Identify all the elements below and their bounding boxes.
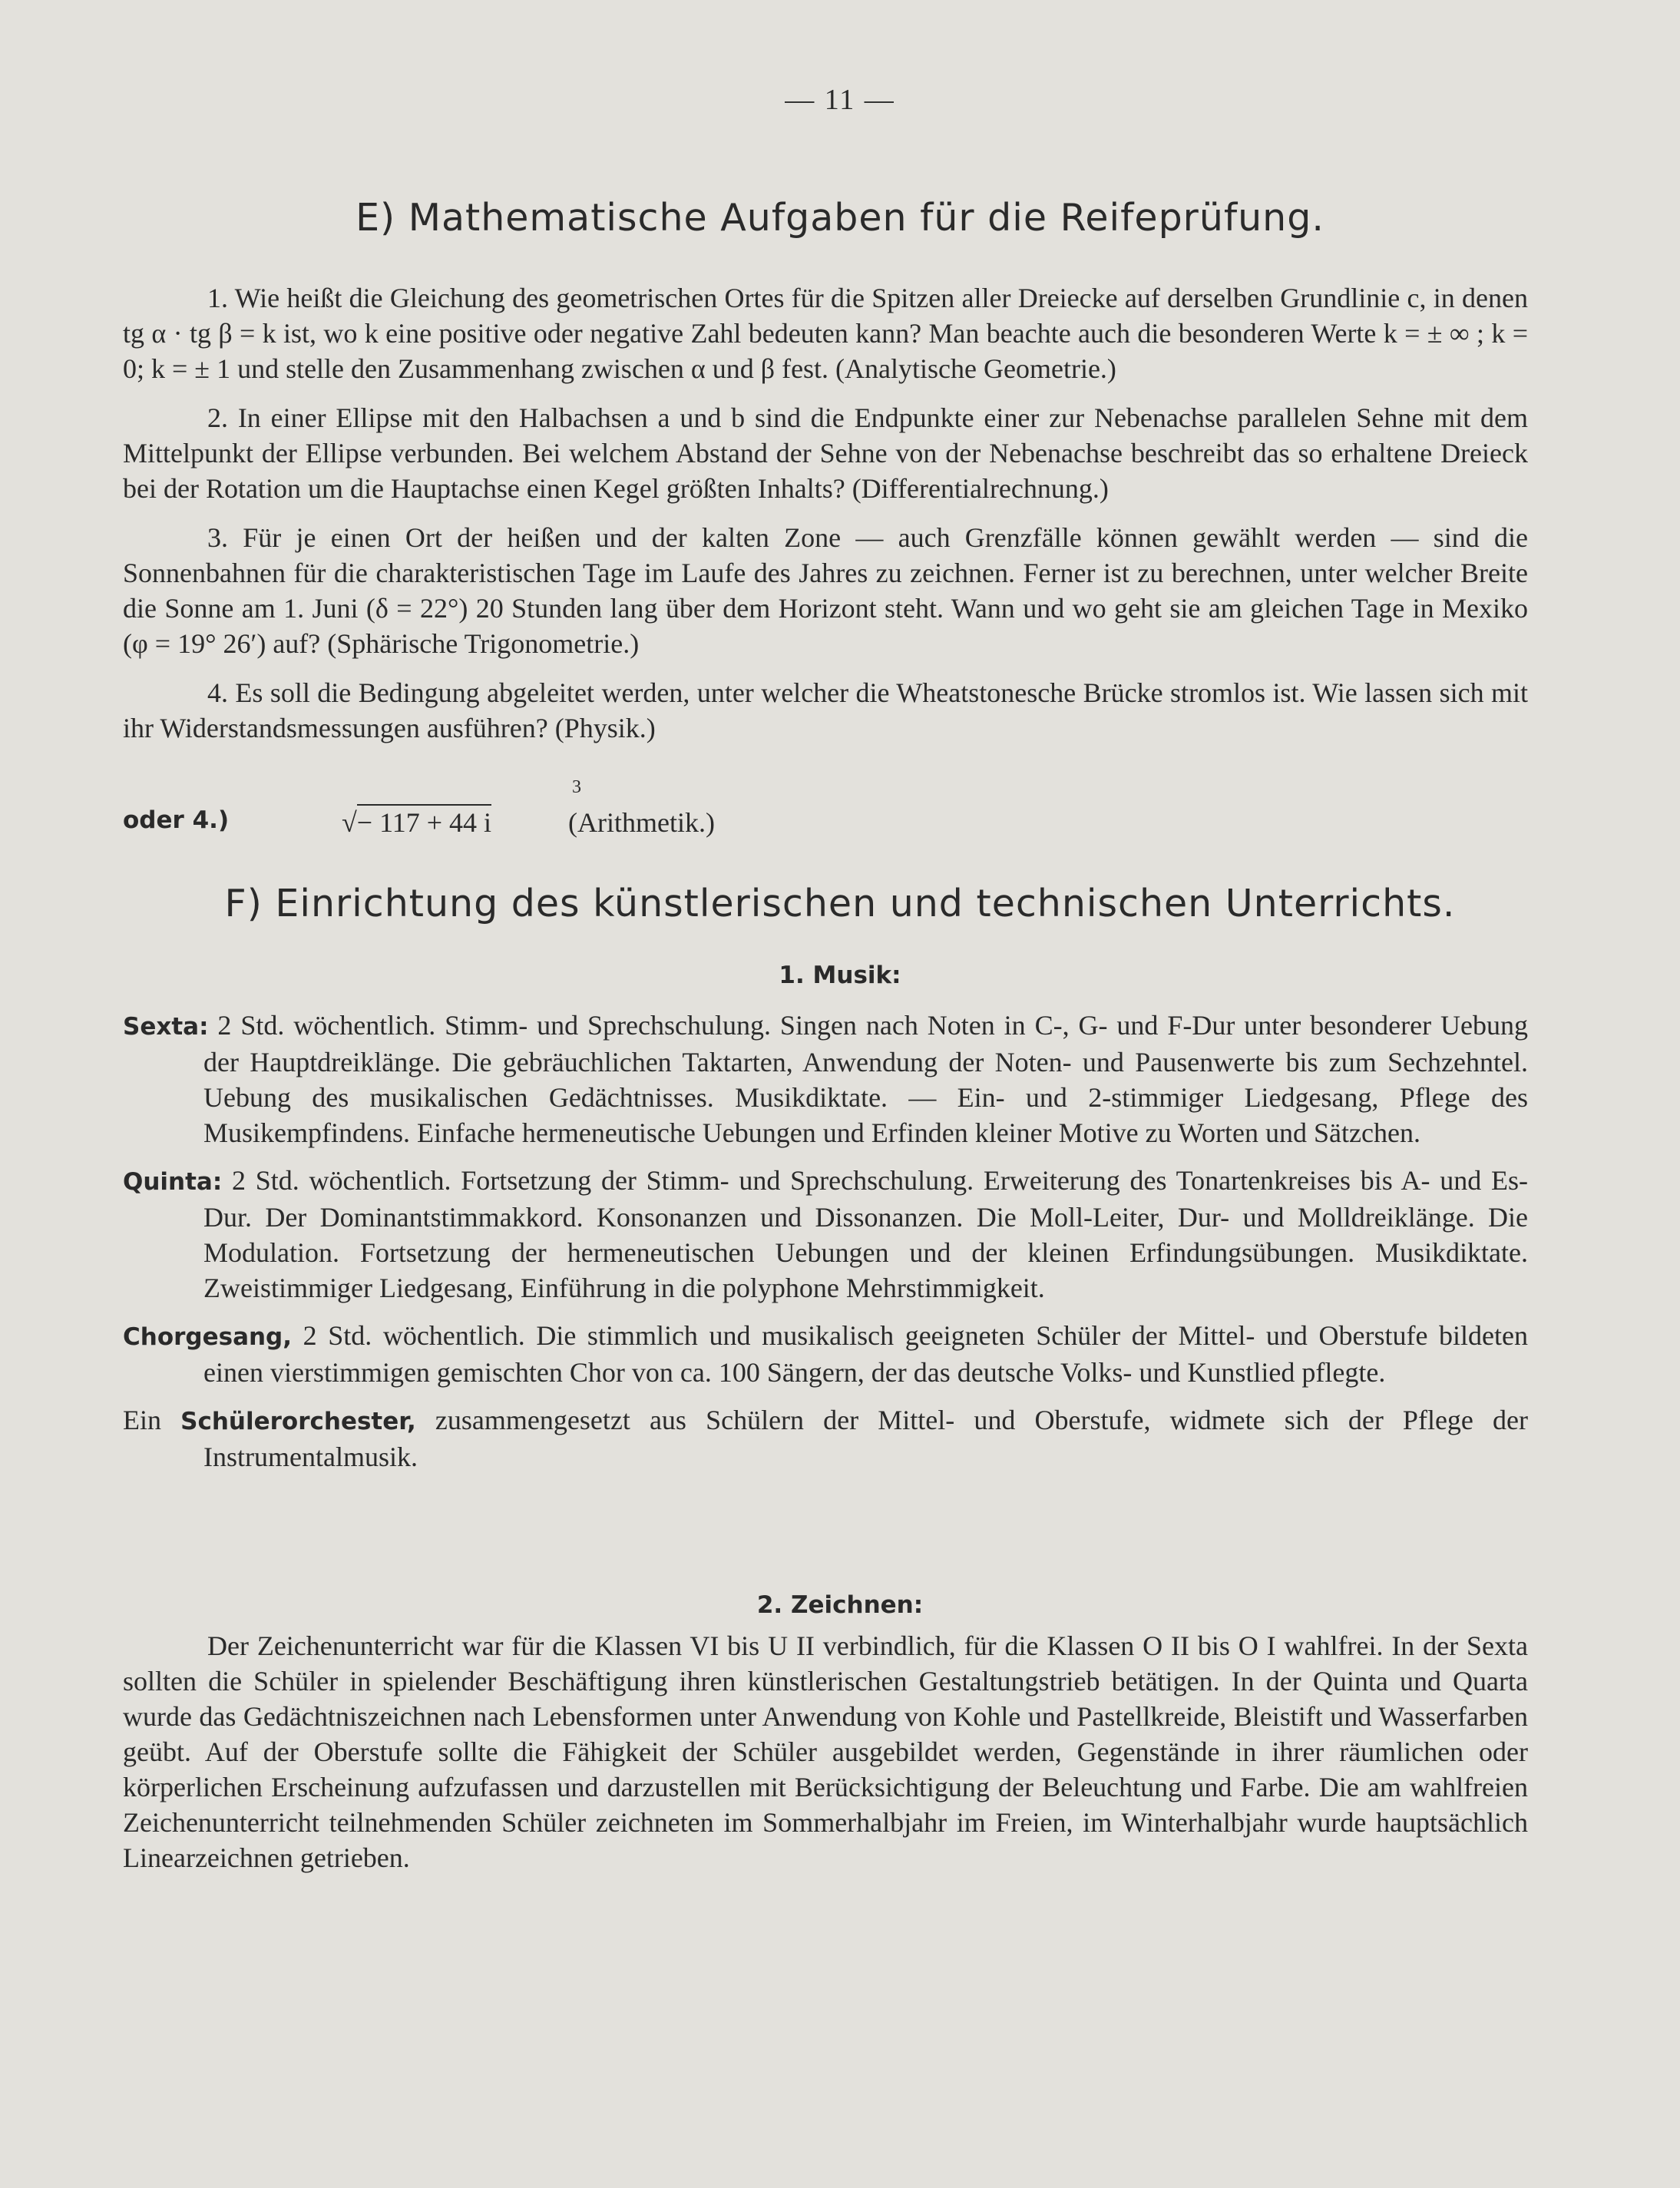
zeichnen-title: 2. Zeichnen:: [756, 1591, 924, 1619]
entry-quinta: [123, 1163, 1528, 1306]
task-4: 4. Es soll die Bedingung abgeleitet werden, unter welcher die Wheatstonesche Brücke stromlos ist. Wie lassen sich mit ihr Widerstandsmessungen ausführen? (Physik.): [123, 677, 1528, 743]
entry-text: 2 Std. wöchentlich. Die stimmlich und musikalisch geeigneten Schüler der Mittel- und Oberstufe bildeten einen vierstimmigen gemischten Chor von ca. 100 Sängern, der das deutsche Volks- und Kunstlied pflegte.: [203, 1320, 1528, 1388]
zeichnen-section: [123, 1628, 1528, 1875]
musik-entries: [123, 1008, 1528, 1475]
root-index: 3: [572, 777, 581, 797]
musik-title: 1. Musik:: [779, 962, 901, 989]
alt-task-4: [123, 777, 1044, 852]
entry-label: Sexta:: [123, 1013, 209, 1041]
alt-task-subject: (Arithmetik.): [568, 807, 715, 838]
entry-sexta: [123, 1008, 1528, 1150]
entry-label: Schülerorchester,: [180, 1408, 416, 1435]
entry-orchester: [123, 1402, 1528, 1475]
cube-root-expression: [342, 777, 581, 839]
orchester-prefix: Ein: [123, 1405, 161, 1435]
alt-task-label: oder 4.): [123, 806, 230, 834]
entry-text: 2 Std. wöchentlich. Fortsetzung der Stimm- und Sprechschulung. Erweiterung des Tonartenkreises bis A- und Es-Dur. Der Dominantstimmakkord. Konsonanzen und Dissonanzen. Die Moll-Leiter, Dur- und Molldreiklänge. Die Modulation. Fortsetzung der hermeneutischen Uebungen und der kleinen Erfindungsübungen. Musikdiktate. Zweistimmiger Liedgesang, Einführung in die polyphone Mehrstimmigkeit.: [203, 1165, 1528, 1303]
entry-chorgesang: [123, 1318, 1528, 1390]
section-f-title: F) Einrichtung des künstlerischen und technischen Unterrichts.: [224, 882, 1456, 925]
task-2: 2. In einer Ellipse mit den Halbachsen a und b sind die Endpunkte einer zur Nebenachse parallelen Sehne mit dem Mittelpunkt der Ellipse verbunden. Bei welchem Abstand der Sehne von der Nebenachse beschreibt das so erhaltene Dreieck bei der Rotation um die Hauptachse einen Kegel größten Inhalts? (Differentialrechnung.): [123, 402, 1528, 504]
zeichnen-text: Der Zeichenunterricht war für die Klassen VI bis U II verbindlich, für die Klassen O II bis O I wahlfrei. In der Sexta sollten die Schüler in spielender Beschäftigung ihren künstlerischen Gestaltungstrieb betätigen. In der Quinta und Quarta wurde das Gedächtniszeichnen nach Lebensformen unter Anwendung von Kohle und Pastellkreide, Bleistift und Wasserfarben geübt. Auf der Oberstufe sollte die Fähigkeit der Schüler ausgebildet werden, Gegenstände in ihrer räumlichen oder körperlichen Erscheinung aufzufassen und darzustellen mit Berücksichtigung der Beleuchtung und Farbe. Die am wahlfreien Zeichenunterricht teilnehmenden Schüler zeichneten im Sommerhalbjahr im Freien, im Winterhalbjahr wurde hauptsächlich Linearzeichnen getrieben.: [123, 1630, 1528, 1873]
page-number: — 11 —: [785, 84, 895, 116]
section-e-title: E) Mathematische Aufgaben für die Reifeprüfung.: [356, 196, 1324, 240]
task-1: 1. Wie heißt die Gleichung des geometrischen Ortes für die Spitzen aller Dreiecke auf derselben Grundlinie c, in denen tg α · tg β = k ist, wo k eine positive oder negative Zahl bedeuten kann? Man beachte auch die besonderen Werte k = ± ∞ ; k = 0; k = ± 1 und stelle den Zusammenhang zwischen α und β fest. (Analytische Geometrie.): [123, 283, 1528, 384]
radical-sign: √: [342, 807, 357, 838]
task-3: 3. Für je einen Ort der heißen und der kalten Zone — auch Grenzfälle können gewählt werden — sind die Sonnenbahnen für die charakteristischen Tage im Laufe des Jahres zu zeichnen. Ferner ist zu berechnen, unter welcher Breite die Sonne am 1. Juni (δ = 22°) 20 Stunden lang über dem Horizont steht. Wann und wo geht sie am gleichen Tage in Mexiko (φ = 19° 26′) auf? (Sphärische Trigonometrie.): [123, 522, 1528, 659]
radicand: − 117 + 44 i: [357, 804, 491, 838]
section-e-tasks: [123, 280, 1528, 746]
entry-label: Chorgesang,: [123, 1323, 293, 1351]
entry-text: zusammengesetzt aus Schülern der Mittel- und Oberstufe, widmete sich der Pflege der Instrumentalmusik.: [203, 1405, 1529, 1472]
entry-text: 2 Std. wöchentlich. Stimm- und Sprechschulung. Singen nach Noten in C-, G- und F-Dur unter besonderer Uebung der Hauptdreiklänge. Die gebräuchlichen Taktarten, Anwendung der Noten- und Pausenwerte bis zum Sechzehntel. Uebung des musikalischen Gedächtnisses. Musikdiktate. — Ein- und 2-stimmiger Liedgesang, Pflege des Musikempfindens. Einfache hermeneutische Uebungen und Erfinden kleiner Motive zu Worten und Sätzchen.: [203, 1010, 1529, 1148]
entry-label: Quinta:: [123, 1168, 223, 1196]
